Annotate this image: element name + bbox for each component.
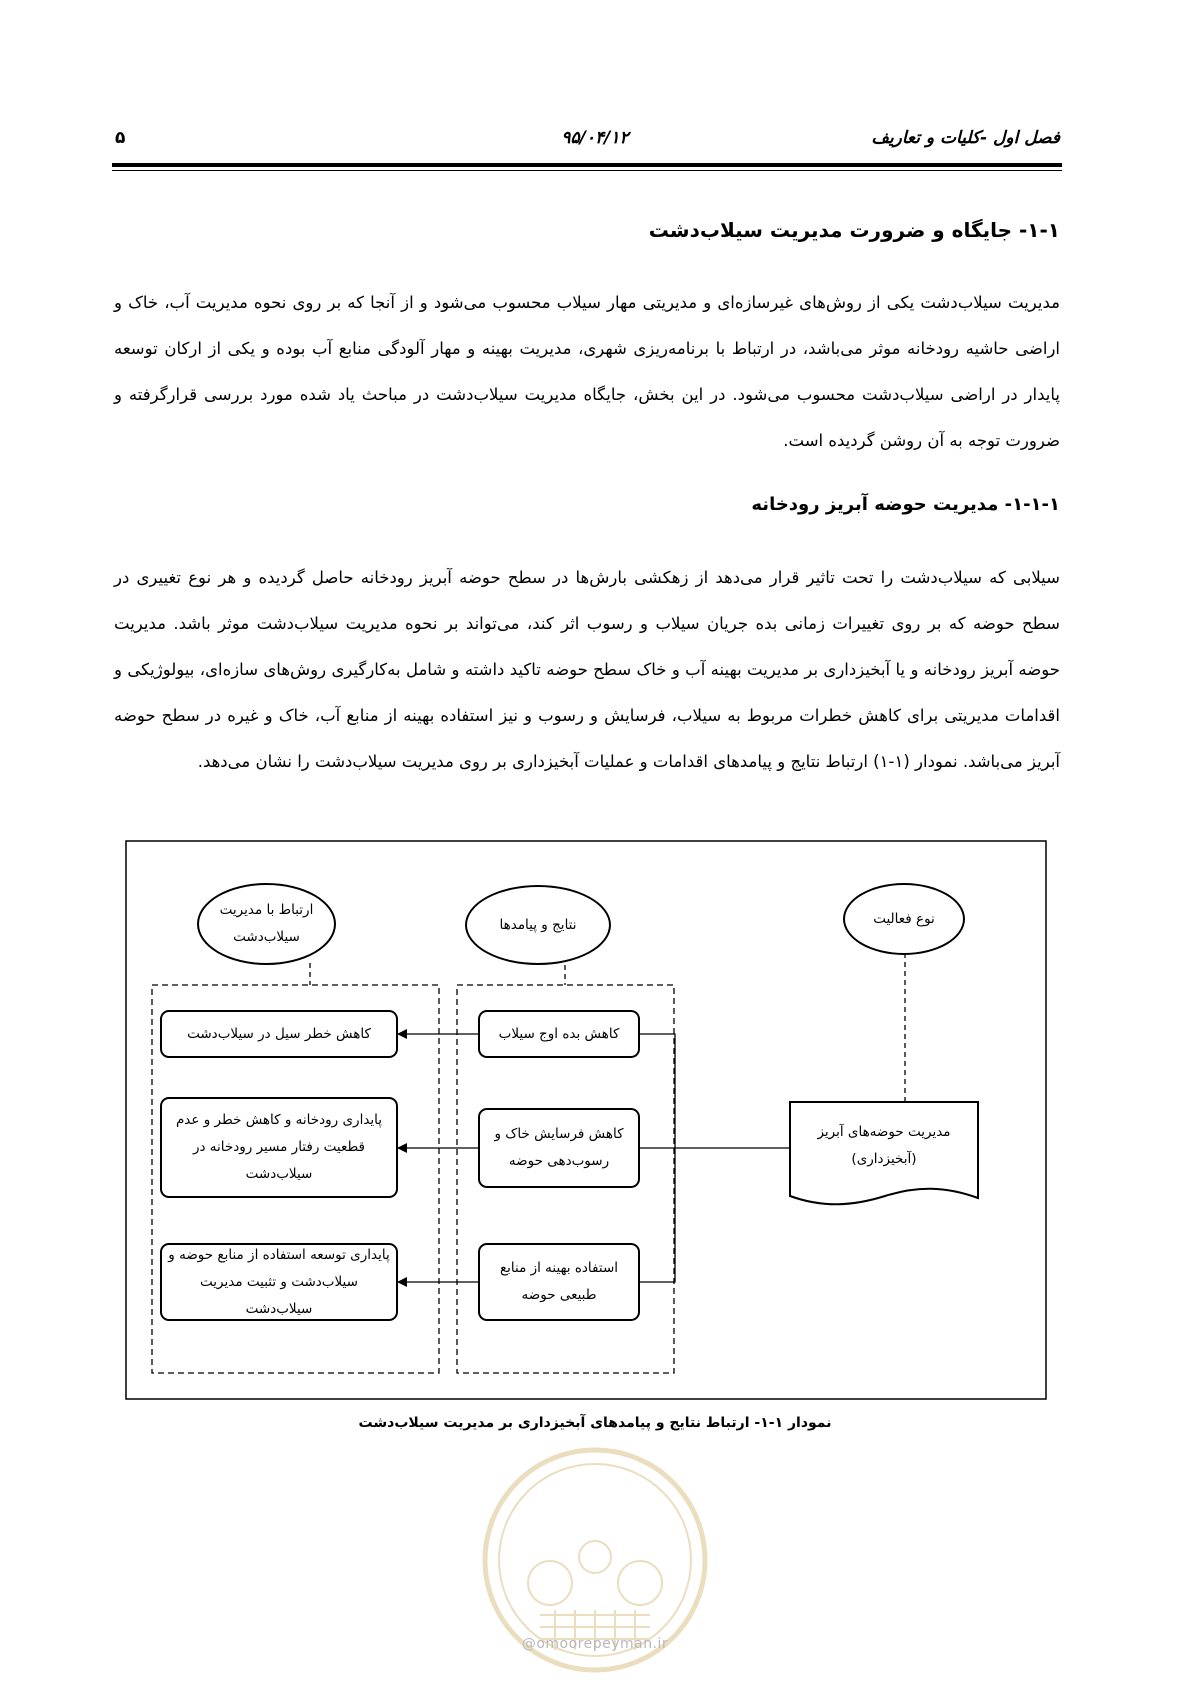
relation-node-sustainable-use: پایداری توسعه استفاده از منابع حوضه و سیلاب‌دشت و تثبیت مدیریت سیلاب‌دشت <box>160 1243 398 1321</box>
header-rule-thin <box>112 170 1062 171</box>
section-paragraph: مدیریت سیلاب‌دشت یکی از روش‌های غیرسازه‌ای و مدیریتی مهار سیلاب محسوب می‌شود و از آنجا که بر روی نحوه مدیریت آب، خاک و اراضی حاشیه رودخانه موثر می‌باشد، در ارتباط با برنامه‌ریزی شهری، مدیریت بهینه و مهار آلودگی منابع آب بوده و یکی از ارکان توسعه پایدار در اراضی سیلاب‌دشت محسوب می‌شود. در این بخش، جایگاه مدیریت سیلاب‌دشت در مباحث یاد شده مورد بررسی قرارگرفته و ضرورت توجه به آن روشن گردیده است. <box>114 293 1060 450</box>
header-date: ۹۵/۰۴/۱۲ <box>561 128 629 148</box>
subsection-heading: ۱-۱-۱- مدیریت حوضه آبریز رودخانه <box>751 494 1060 515</box>
result-node-resources: استفاده بهینه از منابع طبیعی حوضه <box>478 1243 640 1321</box>
diagram-caption: نمودار ۱-۱- ارتباط نتایج و پیامدهای آبخیزداری بر مدیریت سیلاب‌دشت <box>358 1415 832 1431</box>
chapter-title: فصل اول -کلیات و تعاریف <box>871 128 1060 148</box>
section-heading: ۱-۱- جایگاه و ضرورت مدیریت سیلاب‌دشت <box>648 218 1060 242</box>
page-number: ۵ <box>115 128 126 148</box>
relation-node-flood-risk: کاهش خطر سیل در سیلاب‌دشت <box>160 1010 398 1058</box>
result-node-erosion: کاهش فرسایش خاک و رسوب‌دهی حوضه <box>478 1108 640 1188</box>
flow-diagram <box>125 840 1047 1400</box>
results-header-ellipse: نتایج و پیامدها <box>465 885 611 965</box>
relation-header-ellipse: ارتباط با مدیریت سیلاب‌دشت <box>197 883 336 965</box>
relation-node-river-stability: پایداری رودخانه و کاهش خطر و عدم قطعیت رفتار مسیر رودخانه در سیلاب‌دشت <box>160 1097 398 1198</box>
watermark-site: @omoorepeyman.ir <box>521 1636 669 1652</box>
header-rule-thick <box>112 163 1062 167</box>
result-node-peak-flow: کاهش بده اوج سیلاب <box>478 1010 640 1058</box>
activity-header-ellipse: نوع فعالیت <box>843 883 965 955</box>
subsection-paragraph: سیلابی که سیلاب‌دشت را تحت تاثیر قرار می‌دهد از زهکشی بارش‌ها در سطح حوضه آبریز رودخانه حاصل گردیده و هر نوع تغییری در سطح حوضه که بر روی تغییرات زمانی بده جریان سیلاب و رسوب اثر کند، می‌تواند بر نحوه مدیریت سیلاب‌دشت موثر باشد. مدیریت حوضه آبریز رودخانه و یا آبخیزداری بر مدیریت بهینه آب و خاک سطح حوضه تاکید داشته و شامل به‌کارگیری روش‌های سازه‌ای، بیولوژیکی و اقدامات مدیریتی برای کاهش خطرات مربوط به سیلاب، فرسایش و رسوب و نیز استفاده بهینه از منابع آب، خاک و غیره در سطح حوضه آبریز می‌باشد. نمودار (۱-۱) ارتباط نتایج و پیامدهای اقدامات و عملیات آبخیزداری بر روی مدیریت سیلاب‌دشت را نشان می‌دهد. <box>114 568 1060 771</box>
activity-node: مدیریت حوضه‌های آبریز (آبخیزداری) <box>817 1124 951 1167</box>
results-bracket <box>640 1034 675 1282</box>
